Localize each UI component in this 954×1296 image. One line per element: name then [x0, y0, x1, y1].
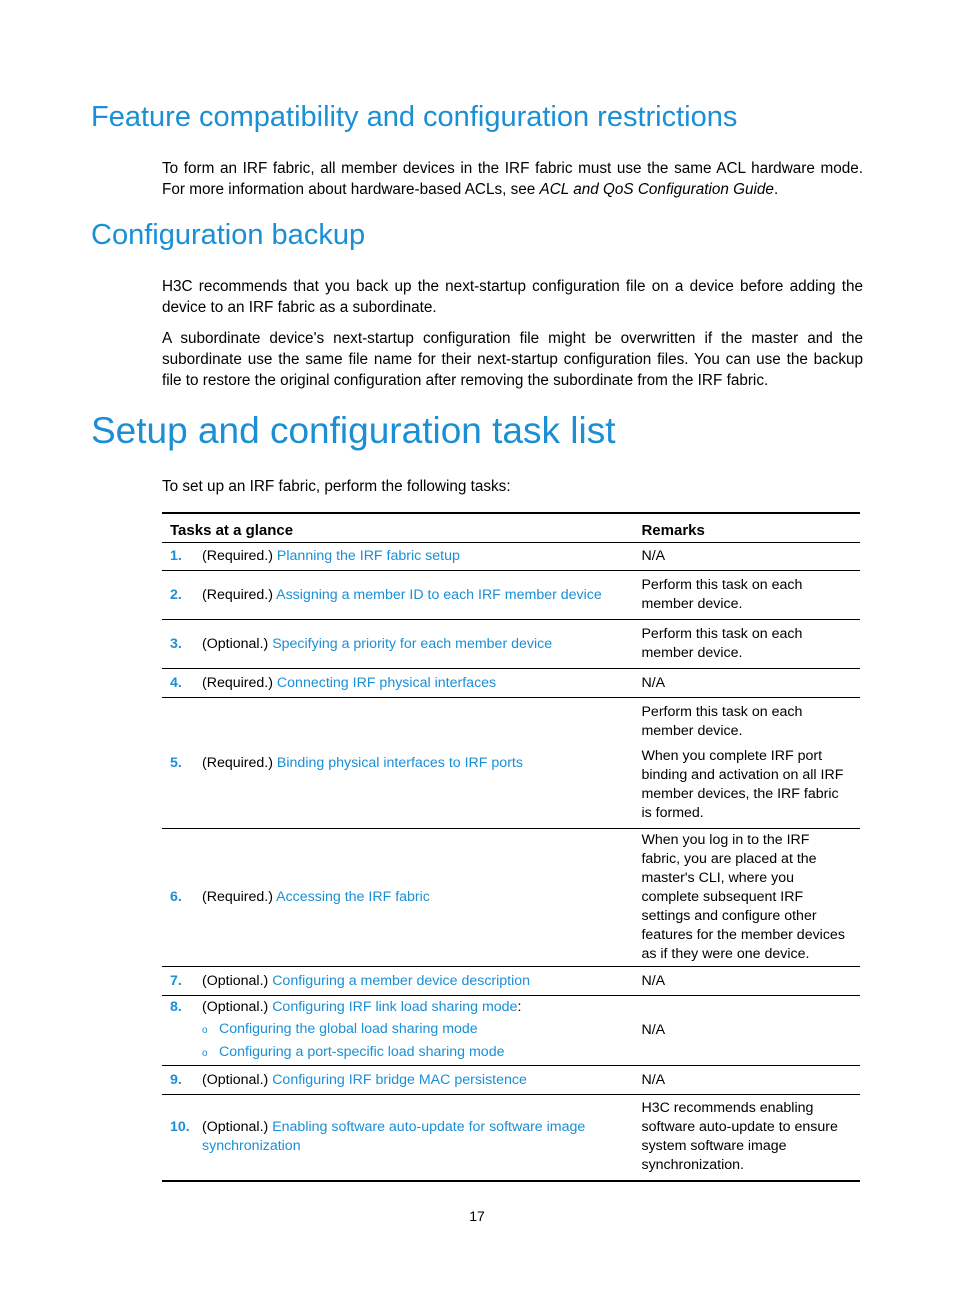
- remarks-cell: [625, 1095, 860, 1181]
- task-prefix: (Optional.): [202, 972, 273, 989]
- task-cell: [162, 571, 625, 620]
- task-cell: [162, 1095, 625, 1181]
- remark-text: N/A: [641, 1071, 666, 1088]
- task-list-intro: To set up an IRF fabric, perform the following tasks:: [162, 478, 511, 495]
- table-header-row: [162, 513, 860, 543]
- task-number: 10.: [170, 1119, 190, 1136]
- table-row: [162, 1066, 860, 1095]
- subtask-link-port-specific[interactable]: Configuring a port-specific load sharing mode: [219, 1044, 505, 1060]
- task-prefix: (Optional.): [202, 1071, 273, 1088]
- page-number: 17: [469, 1208, 485, 1224]
- header-remarks: Remarks: [625, 513, 860, 543]
- chapter-heading-task-list: Setup and configuration task list: [91, 410, 616, 451]
- remarks-cell: [625, 829, 860, 967]
- guide-reference: ACL and QoS Configuration Guide: [539, 181, 774, 198]
- task-prefix: (Required.): [202, 548, 277, 564]
- task-number: 5.: [170, 754, 182, 771]
- task-suffix: :: [517, 999, 522, 1015]
- task-link-description[interactable]: Configuring a member device description: [272, 972, 531, 989]
- remark-text: Perform this task on each member device.: [641, 626, 803, 661]
- remarks-cell: [625, 669, 860, 698]
- task-prefix: (Optional.): [202, 1119, 273, 1136]
- remarks-cell: [625, 698, 860, 829]
- task-number: 9.: [170, 1071, 182, 1088]
- remark-text: N/A: [641, 674, 666, 691]
- backup-paragraph-1: H3C recommends that you back up the next-startup configuration file on a device before adding the device to an IRF fabric as a subordinate.: [162, 278, 863, 316]
- task-number: 4.: [170, 674, 182, 691]
- backup-paragraph-2: A subordinate device's next-startup configuration file might be overwritten if the master and the subordinate use the same file name for their next-startup configuration files. You can use the backup file to restore the original configuration after removing the subordinate from the IRF fabric.: [162, 330, 863, 389]
- circle-bullet-icon: o: [202, 1048, 208, 1059]
- table-row: [162, 698, 860, 829]
- remark-text: When you complete IRF port binding and activation on all IRF member devices, the IRF fabric is formed.: [641, 748, 844, 821]
- task-link-priority[interactable]: Specifying a priority for each member device: [272, 635, 553, 652]
- table-row: [162, 1095, 860, 1181]
- task-link-binding[interactable]: Binding physical interfaces to IRF ports: [276, 754, 523, 771]
- remark-text: When you log in to the IRF fabric, you are placed at the master's CLI, where you complete subsequent IRF settings and configure other features for the member devices as if they were one device.: [641, 832, 845, 962]
- task-prefix: (Optional.): [202, 999, 273, 1015]
- subtask-link-global[interactable]: Configuring the global load sharing mode: [219, 1021, 478, 1037]
- task-number: 3.: [170, 635, 182, 652]
- task-prefix: (Required.): [202, 586, 277, 603]
- table-row: [162, 967, 860, 996]
- task-prefix: (Required.): [202, 754, 277, 771]
- task-link-member-id[interactable]: Assigning a member ID to each IRF member device: [276, 586, 602, 603]
- subtask-item: [170, 1043, 617, 1063]
- task-cell: [162, 829, 625, 967]
- task-link-auto-update[interactable]: Enabling software auto-update for software image synchronization: [202, 1119, 586, 1155]
- feature-text-end: .: [773, 181, 779, 198]
- table-row: [162, 669, 860, 698]
- remarks-cell: [625, 967, 860, 996]
- task-link-accessing[interactable]: Accessing the IRF fabric: [276, 889, 430, 905]
- section-heading-feature-compatibility: Feature compatibility and configuration restrictions: [91, 101, 738, 133]
- remarks-cell: [625, 543, 860, 571]
- feature-text: To form an IRF fabric, all member devices in the IRF fabric must use the same ACL hardware mode. For more information about hardware-based ACLs, see: [162, 160, 863, 198]
- task-number: 2.: [170, 586, 182, 603]
- table-row: [162, 996, 860, 1066]
- circle-bullet-icon: o: [202, 1025, 208, 1036]
- remark-text: Perform this task on each member device.: [641, 704, 803, 739]
- remarks-cell: [625, 620, 860, 669]
- feature-compatibility-paragraph: [162, 158, 863, 200]
- remarks-cell: [625, 1066, 860, 1095]
- subtask-item: [170, 1020, 617, 1040]
- table-row: [162, 571, 860, 620]
- task-number: 7.: [170, 972, 182, 989]
- task-cell: [162, 1066, 625, 1095]
- task-prefix: (Required.): [202, 889, 277, 905]
- task-prefix: (Optional.): [202, 635, 273, 652]
- task-prefix: (Required.): [202, 674, 277, 691]
- table-row: [162, 829, 860, 967]
- remarks-cell: [625, 996, 860, 1066]
- task-table: [162, 512, 860, 1182]
- task-link-mac-persistence[interactable]: Configuring IRF bridge MAC persistence: [272, 1071, 527, 1088]
- remark-text: N/A: [641, 1022, 666, 1038]
- task-cell: [162, 669, 625, 698]
- task-number: 1.: [170, 548, 182, 564]
- task-link-planning[interactable]: Planning the IRF fabric setup: [276, 548, 460, 564]
- task-cell: [162, 967, 625, 996]
- remarks-cell: [625, 571, 860, 620]
- task-cell: [162, 698, 625, 829]
- task-link-connecting[interactable]: Connecting IRF physical interfaces: [276, 674, 497, 691]
- section-heading-configuration-backup: Configuration backup: [91, 219, 366, 251]
- table-row: [162, 543, 860, 571]
- remark-text: H3C recommends enabling software auto-update to ensure system software image synchronization.: [641, 1100, 838, 1174]
- remark-text: N/A: [641, 972, 666, 989]
- remark-text: Perform this task on each member device.: [641, 577, 803, 612]
- table-row: [162, 620, 860, 669]
- remark-text: N/A: [641, 548, 666, 564]
- header-tasks: Tasks at a glance: [162, 513, 625, 543]
- task-number: 6.: [170, 889, 182, 905]
- task-link-load-sharing[interactable]: Configuring IRF link load sharing mode: [272, 999, 518, 1015]
- task-cell: [162, 996, 625, 1066]
- task-cell: [162, 620, 625, 669]
- task-cell: [162, 543, 625, 571]
- task-number: 8.: [170, 999, 182, 1015]
